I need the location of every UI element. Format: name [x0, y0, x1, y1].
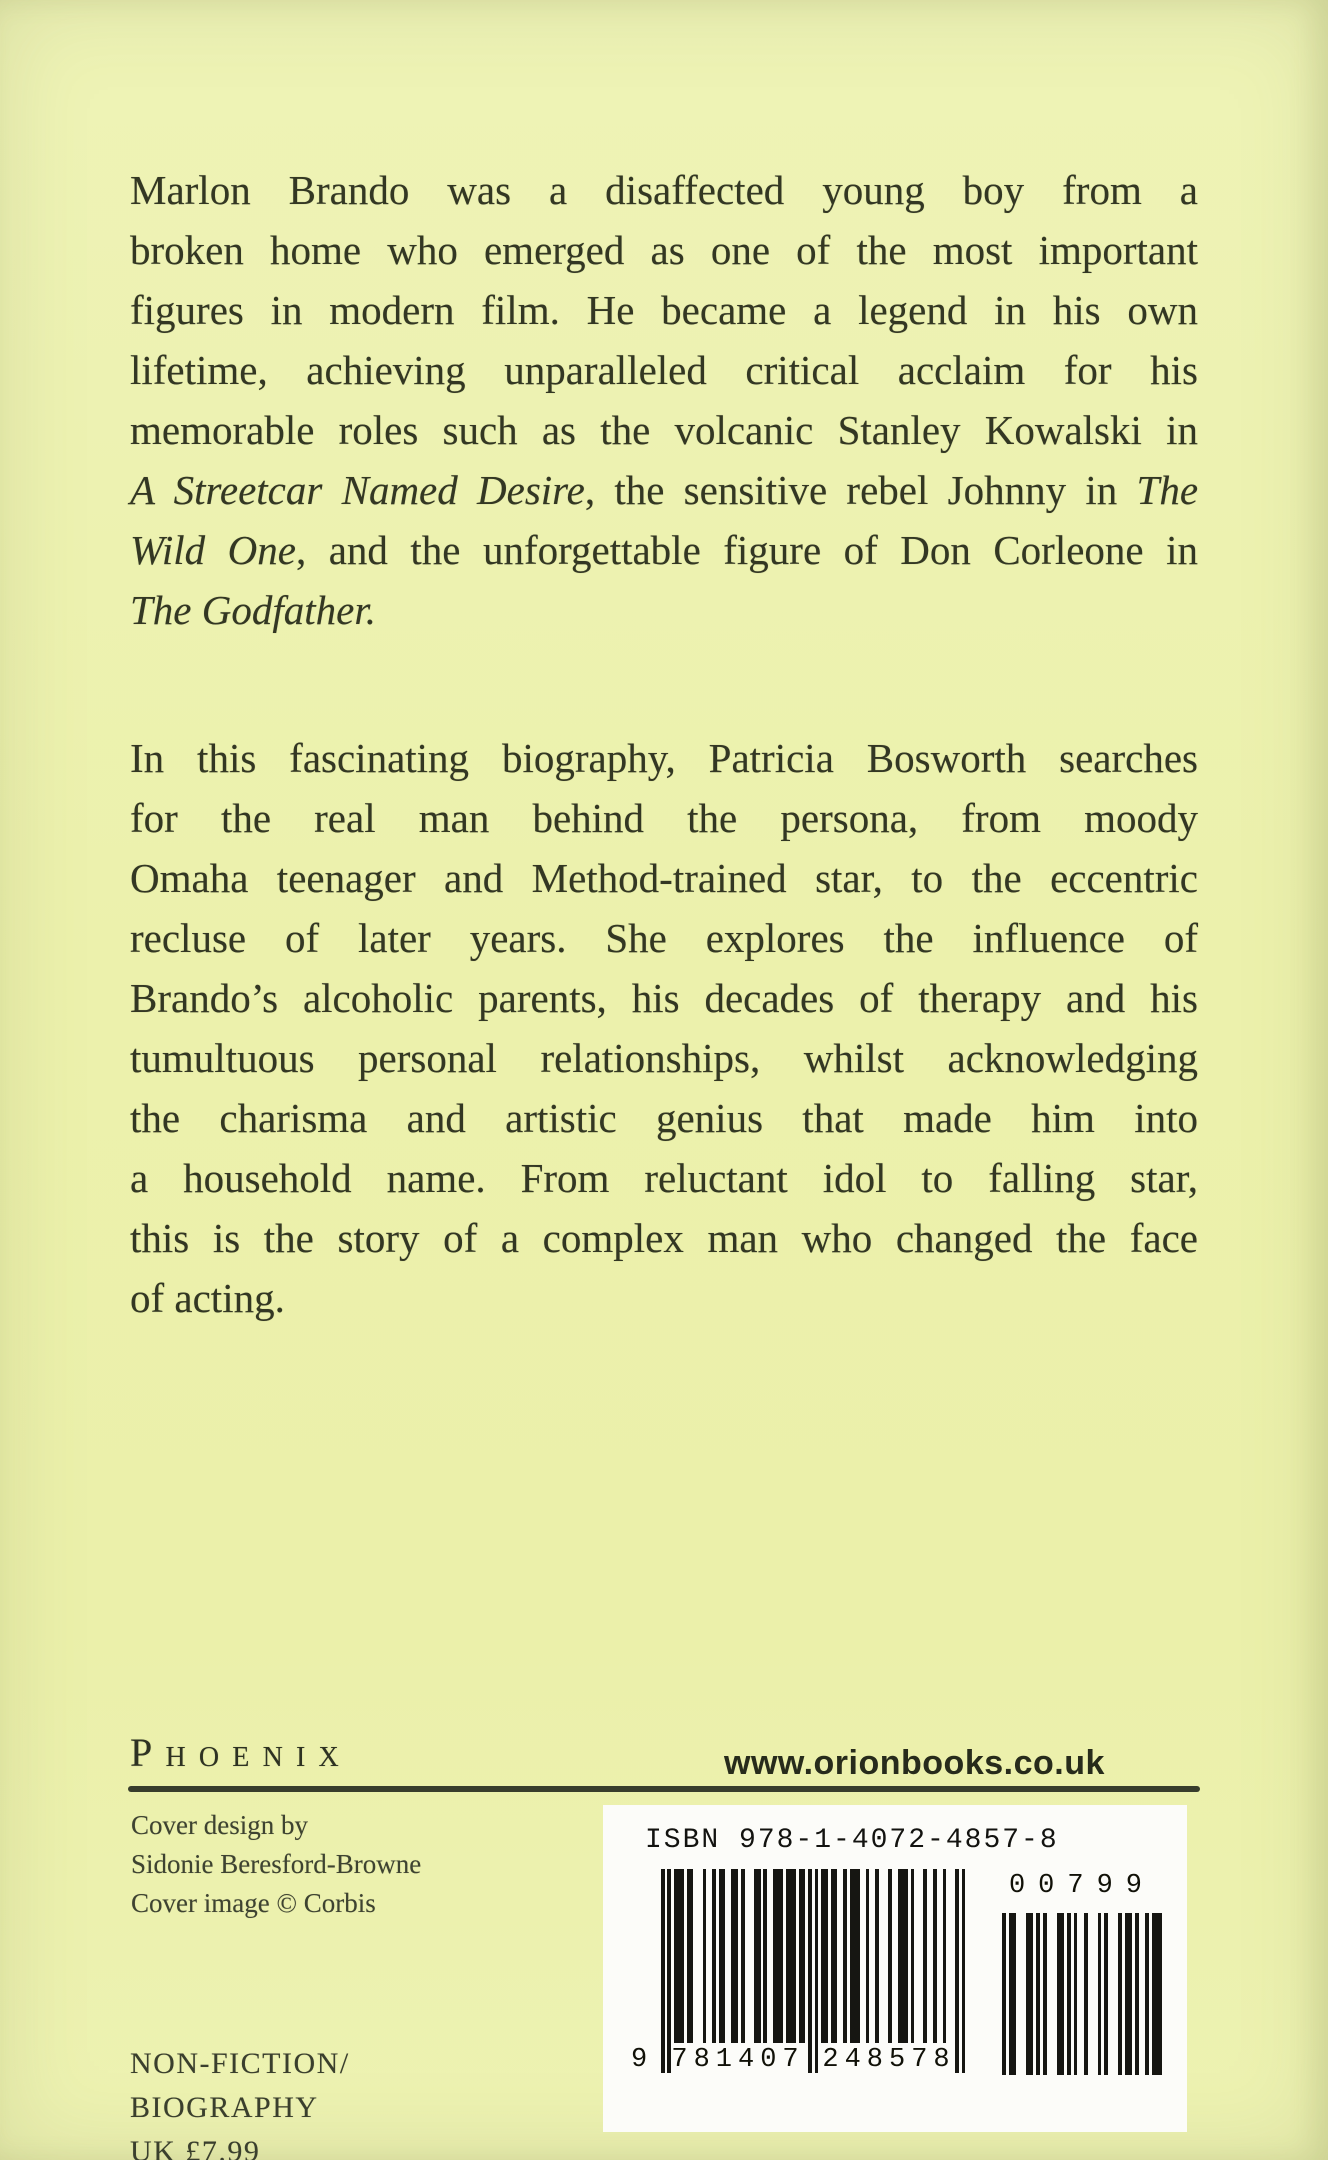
- barcode-bar: [722, 1869, 726, 2043]
- text-line: [130, 220, 1198, 280]
- barcode-bar: [1118, 1913, 1122, 2075]
- barcode-bar: [943, 1869, 947, 2043]
- credit-line-designer: Sidonie Beresford-Browne: [131, 1849, 422, 1879]
- text-line: [130, 400, 1198, 460]
- body-text: for the real man behind the persona, from moody: [130, 795, 1198, 841]
- barcode-bar: [1060, 1913, 1064, 2075]
- supplement-digits: 00799: [1008, 1871, 1155, 1901]
- text-line: [130, 1208, 1198, 1268]
- barcode-bar: [808, 1869, 812, 2073]
- barcode-bar: [856, 1869, 860, 2043]
- body-text: tumultuous personal relationships, whilst acknowledging: [130, 1035, 1198, 1081]
- text-line: [130, 1268, 1198, 1328]
- divider-rule: [128, 1786, 1200, 1792]
- body-text: , the sensitive rebel Johnny in: [584, 467, 1137, 513]
- barcode-bar: [680, 1869, 684, 2043]
- ean13-barcode: [631, 1869, 967, 2115]
- blurb-paragraph-2: [130, 728, 1198, 1328]
- barcode-bar: [843, 1869, 847, 2043]
- barcode-panel: [603, 1805, 1187, 2132]
- text-line: [130, 848, 1198, 908]
- barcode-bar: [866, 1869, 870, 2043]
- body-text: In this fascinating biography, Patricia Bosworth searches: [130, 735, 1198, 781]
- credit-line-design: Cover design by: [131, 1810, 308, 1840]
- body-text: Marlon Brando was a disaffected young boy from a: [130, 167, 1198, 213]
- text-line: [130, 280, 1198, 340]
- barcode-bar: [1030, 1913, 1034, 2075]
- body-text: a household name. From reluctant idol to falling star,: [130, 1155, 1198, 1201]
- barcode-bar: [741, 1869, 745, 2043]
- barcode-digit-first: 9: [631, 2045, 648, 2075]
- text-line: [130, 340, 1198, 400]
- body-text: broken home who emerged as one of the most important: [130, 227, 1198, 273]
- text-line: [130, 1028, 1198, 1088]
- barcode-bar: [1084, 1913, 1088, 2075]
- barcode-bar: [792, 1869, 796, 2043]
- barcode-bar: [757, 1869, 761, 2043]
- ean5-supplement-barcode: [999, 1869, 1165, 2115]
- barcode-bar: [955, 1869, 959, 2073]
- barcode-bar: [834, 1869, 838, 2043]
- barcode-bar: [802, 1869, 806, 2043]
- barcode-digits-right: 248578: [822, 2045, 956, 2075]
- barcode-bar: [1104, 1913, 1108, 2075]
- text-line: [130, 968, 1198, 1028]
- barcode-bar: [923, 1869, 927, 2043]
- body-text: recluse of later years. She explores the influence of: [130, 915, 1198, 961]
- barcode-bar: [779, 1869, 783, 2043]
- body-text: lifetime, achieving unparalleled critical acclaim for his: [130, 347, 1198, 393]
- category-line-price: UK £7.99: [130, 2135, 261, 2160]
- barcode-bar: [661, 1869, 665, 2073]
- barcode-bar: [962, 1869, 966, 2073]
- body-text: this is the story of a complex man who changed the face: [130, 1215, 1198, 1261]
- barcode-bar: [1128, 1913, 1132, 2075]
- barcode-bar: [703, 1869, 707, 2043]
- body-text: , and the unforgettable figure of Don Corleone in: [295, 527, 1198, 573]
- barcode-bar: [1067, 1913, 1071, 2075]
- credit-line-image: Cover image © Corbis: [131, 1888, 376, 1918]
- barcode-bar: [815, 1869, 819, 2073]
- barcode-bar: [1145, 1913, 1149, 2075]
- publisher-website: www.orionbooks.co.uk: [724, 1744, 1105, 1782]
- barcode-bar: [667, 1869, 671, 2073]
- text-line: [130, 908, 1198, 968]
- publisher-logo-phoenix: Phoenix: [130, 1730, 352, 1775]
- barcode-bar: [1002, 1913, 1006, 2075]
- barcode-bar: [1013, 1913, 1017, 2075]
- category-line-subgenre: BIOGRAPHY: [130, 2091, 319, 2124]
- body-text: memorable roles such as the volcanic Stanley Kowalski in: [130, 407, 1198, 453]
- body-text: Brando’s alcoholic parents, his decades of therapy and his: [130, 975, 1198, 1021]
- barcode-bar: [1135, 1913, 1139, 2075]
- italic-title-text: The Godfather.: [130, 587, 376, 633]
- barcode-bar: [1074, 1913, 1078, 2075]
- barcode-digits-left: 781407: [671, 2045, 805, 2075]
- barcode-bar: [911, 1869, 915, 2043]
- text-line: [130, 1148, 1198, 1208]
- barcode-bar: [1098, 1913, 1102, 2075]
- italic-title-text: Wild One: [130, 527, 296, 573]
- text-line: [130, 788, 1198, 848]
- barcode-bar: [904, 1869, 908, 2043]
- text-line: [130, 580, 1198, 640]
- barcode-bar: [824, 1869, 828, 2043]
- text-line: [130, 1088, 1198, 1148]
- barcode-bar: [712, 1869, 716, 2043]
- credits-block: [131, 1806, 421, 1923]
- text-line: [130, 728, 1198, 788]
- text-line: [130, 160, 1198, 220]
- italic-title-text: The: [1136, 467, 1199, 513]
- body-text: the charisma and artistic genius that made him into: [130, 1095, 1198, 1141]
- text-line: [130, 520, 1198, 580]
- italic-title-text: A Streetcar Named Desire: [130, 467, 585, 513]
- barcode-bar: [933, 1869, 937, 2043]
- barcode-bar: [1043, 1913, 1047, 2075]
- barcode-bar: [1159, 1913, 1163, 2075]
- body-text: figures in modern film. He became a legend in his own: [130, 287, 1198, 333]
- body-text: Omaha teenager and Method-trained star, to the eccentric: [130, 855, 1198, 901]
- barcode-bar: [1036, 1913, 1040, 2075]
- category-block: [130, 2042, 350, 2160]
- blurb-paragraph-1: [130, 160, 1198, 640]
- barcode-bar: [875, 1869, 879, 2043]
- category-line-genre: NON-FICTION/: [130, 2047, 350, 2080]
- isbn-label: ISBN 978-1-4072-4857-8: [645, 1825, 1059, 1856]
- text-line: [130, 460, 1198, 520]
- barcode-bar: [690, 1869, 694, 2043]
- barcode-bar: [763, 1869, 767, 2043]
- body-text: of acting.: [130, 1275, 285, 1321]
- barcode-bar: [735, 1869, 739, 2043]
- barcode-bar: [888, 1869, 892, 2043]
